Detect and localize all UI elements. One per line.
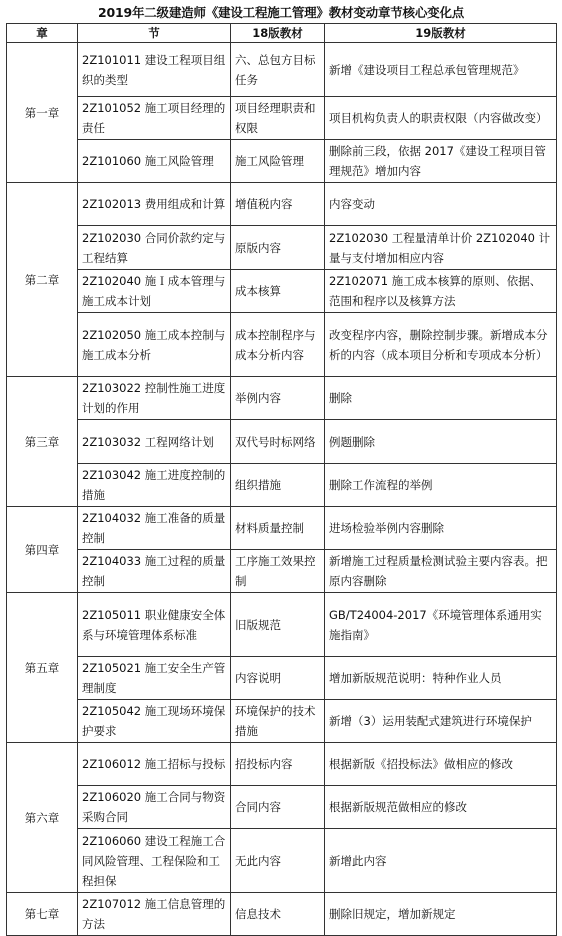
table-row xyxy=(7,313,557,377)
section-cell: 2Z106020 施工合同与物资采购合同 xyxy=(78,786,231,829)
table-row xyxy=(7,226,557,270)
edition-2018-cell: 内容说明 xyxy=(231,657,325,700)
edition-2019-cell: 新增（3）运用装配式建筑进行环境保护 xyxy=(325,700,557,743)
chapter-cell: 第六章 xyxy=(7,743,78,893)
table-row xyxy=(7,700,557,743)
edition-2018-cell: 无此内容 xyxy=(231,829,325,893)
section-cell: 2Z104032 施工准备的质量控制 xyxy=(78,507,231,550)
edition-2018-cell: 组织措施 xyxy=(231,464,325,507)
section-cell: 2Z102050 施工成本控制与施工成本分析 xyxy=(78,313,231,377)
chapter-cell: 第四章 xyxy=(7,507,78,593)
section-cell: 2Z107012 施工信息管理的方法 xyxy=(78,893,231,936)
table-row xyxy=(7,464,557,507)
edition-2019-cell: 新增此内容 xyxy=(325,829,557,893)
chapter-cell: 第三章 xyxy=(7,377,78,507)
edition-2019-cell: 例题删除 xyxy=(325,420,557,464)
section-cell: 2Z102030 合同价款约定与工程结算 xyxy=(78,226,231,270)
table-row xyxy=(7,420,557,464)
section-cell: 2Z105011 职业健康安全体系与环境管理体系标准 xyxy=(78,593,231,657)
edition-2019-cell: 删除前三段，依据 2017《建设工程项目管理规范》增加内容 xyxy=(325,140,557,183)
table-row xyxy=(7,550,557,593)
section-cell: 2Z103042 施工进度控制的措施 xyxy=(78,464,231,507)
edition-2018-cell: 材料质量控制 xyxy=(231,507,325,550)
edition-2019-cell: 增加新版规范说明：特种作业人员 xyxy=(325,657,557,700)
chapter-cell: 第七章 xyxy=(7,893,78,936)
table-row xyxy=(7,270,557,313)
table-row xyxy=(7,657,557,700)
section-cell: 2Z105042 施工现场环境保护要求 xyxy=(78,700,231,743)
table-row xyxy=(7,893,557,936)
edition-2018-cell: 施工风险管理 xyxy=(231,140,325,183)
edition-2019-cell: 内容变动 xyxy=(325,183,557,226)
edition-2019-cell: 2Z102071 施工成本核算的原则、依据、范围和程序以及核算方法 xyxy=(325,270,557,313)
edition-2018-cell: 招投标内容 xyxy=(231,743,325,786)
section-cell: 2Z102040 施Ｉ成本管理与施工成本计划 xyxy=(78,270,231,313)
table-row xyxy=(7,97,557,140)
edition-2019-cell: 项目机构负责人的职责权限（内容做改变） xyxy=(325,97,557,140)
edition-2019-cell: 改变程序内容，删除控制步骤。新增成本分析的内容（成本项目分析和专项成本分析） xyxy=(325,313,557,377)
edition-2019-cell: GB/T24004-2017《环境管理体系通用实施指南》 xyxy=(325,593,557,657)
header-2019-edition: 19版教材 xyxy=(325,24,557,43)
table-row xyxy=(7,183,557,226)
edition-2018-cell: 成本控制程序与成本分析内容 xyxy=(231,313,325,377)
edition-2019-cell: 删除 xyxy=(325,377,557,420)
section-cell: 2Z103022 控制性施工进度计划的作用 xyxy=(78,377,231,420)
table-body xyxy=(7,43,557,936)
chapter-cell: 第一章 xyxy=(7,43,78,183)
table-row xyxy=(7,593,557,657)
edition-2018-cell: 项目经理职责和权限 xyxy=(231,97,325,140)
edition-2018-cell: 举例内容 xyxy=(231,377,325,420)
table-row xyxy=(7,43,557,97)
header-2018-edition: 18版教材 xyxy=(231,24,325,43)
table-row xyxy=(7,140,557,183)
chapter-cell: 第二章 xyxy=(7,183,78,377)
edition-2019-cell: 新增施工过程质量检测试验主要内容表。把原内容删除 xyxy=(325,550,557,593)
section-cell: 2Z104033 施工过程的质量控制 xyxy=(78,550,231,593)
header-row xyxy=(7,24,557,43)
edition-2019-cell: 根据新版《招投标法》做相应的修改 xyxy=(325,743,557,786)
section-cell: 2Z103032 工程网络计划 xyxy=(78,420,231,464)
edition-2018-cell: 成本核算 xyxy=(231,270,325,313)
table-title: 2019年二级建造师《建设工程施工管理》教材变动章节核心变化点 xyxy=(97,5,465,20)
section-cell: 2Z101052 施工项目经理的责任 xyxy=(78,97,231,140)
edition-2019-cell: 删除旧规定，增加新规定 xyxy=(325,893,557,936)
edition-2019-cell: 新增《建设项目工程总承包管理规范》 xyxy=(325,43,557,97)
table-row xyxy=(7,829,557,893)
edition-2019-cell: 删除工作流程的举例 xyxy=(325,464,557,507)
edition-2018-cell: 信息技术 xyxy=(231,893,325,936)
edition-2018-cell: 旧版规范 xyxy=(231,593,325,657)
edition-2018-cell: 增值税内容 xyxy=(231,183,325,226)
table-row xyxy=(7,377,557,420)
section-cell: 2Z105021 施工安全生产管理制度 xyxy=(78,657,231,700)
edition-2018-cell: 双代号时标网络 xyxy=(231,420,325,464)
table-row xyxy=(7,786,557,829)
edition-2019-cell: 进场检验举例内容删除 xyxy=(325,507,557,550)
edition-2018-cell: 环境保护的技术措施 xyxy=(231,700,325,743)
edition-2018-cell: 原版内容 xyxy=(231,226,325,270)
edition-2019-cell: 2Z102030 工程量清单计价 2Z102040 计量与支付增加相应内容 xyxy=(325,226,557,270)
section-cell: 2Z106060 建设工程施工合同风险管理、工程保险和工程担保 xyxy=(78,829,231,893)
section-cell: 2Z101011 建设工程项目组织的类型 xyxy=(78,43,231,97)
table-row xyxy=(7,743,557,786)
section-cell: 2Z101060 施工风险管理 xyxy=(78,140,231,183)
edition-2018-cell: 工序施工效果控制 xyxy=(231,550,325,593)
edition-2018-cell: 合同内容 xyxy=(231,786,325,829)
edition-2019-cell: 根据新版规范做相应的修改 xyxy=(325,786,557,829)
header-section: 节 xyxy=(78,24,231,43)
changes-table xyxy=(6,23,557,936)
header-chapter: 章 xyxy=(7,24,78,43)
table-row xyxy=(7,507,557,550)
edition-2018-cell: 六、总包方目标任务 xyxy=(231,43,325,97)
section-cell: 2Z106012 施工招标与投标 xyxy=(78,743,231,786)
chapter-cell: 第五章 xyxy=(7,593,78,743)
section-cell: 2Z102013 费用组成和计算 xyxy=(78,183,231,226)
